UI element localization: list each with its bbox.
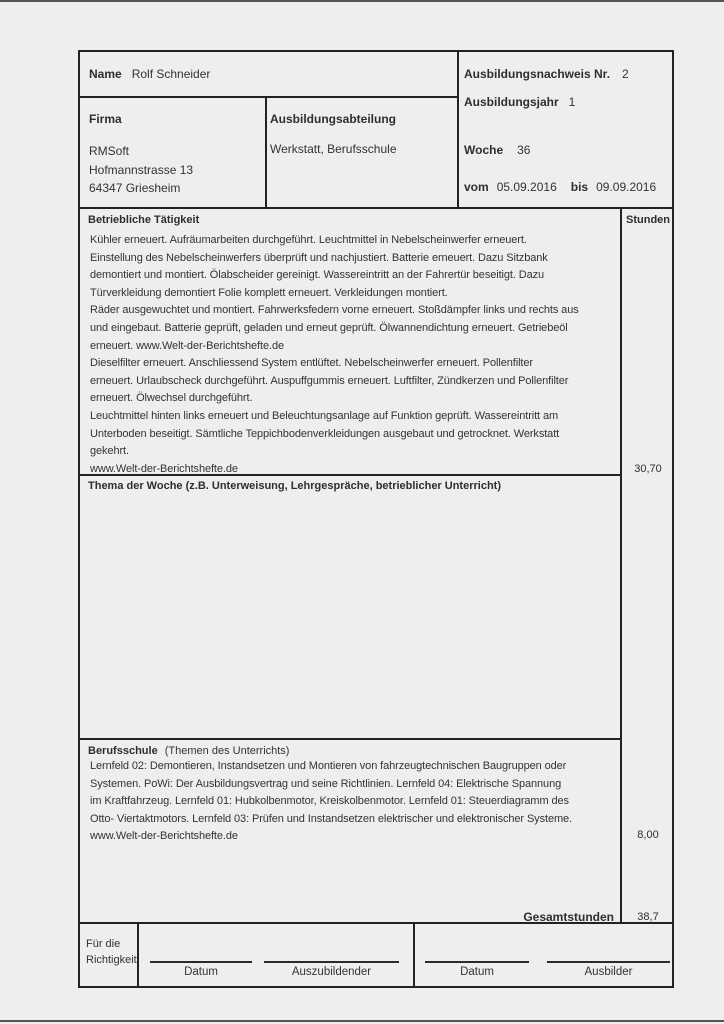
bis-value: 09.09.2016: [596, 180, 657, 194]
jahr-value: 1: [568, 95, 576, 109]
text-line: www.Welt-der-Berichtshefte.de: [90, 830, 238, 843]
grid-line: [265, 96, 267, 207]
text-line: Otto- Viertaktmotors. Lernfeld 03: Prüfen und Instandsetzen elektrischer und elektronischer Systeme.: [90, 812, 572, 825]
vom-value: 05.09.2016: [496, 180, 557, 194]
woche-value: 36: [517, 143, 531, 157]
abteilung-label: Ausbildungsabteilung: [270, 112, 396, 126]
gesamtstunden-value: 38,7: [637, 911, 659, 923]
firma-street: Hofmannstrasse 13: [89, 162, 194, 177]
signature-field-label: Datum: [460, 966, 494, 978]
firma-label: Firma: [89, 112, 122, 126]
nachweis-value: 2: [622, 67, 629, 81]
nachweis-label: Ausbildungsnachweis Nr.: [464, 67, 611, 81]
signature-field-datum-azubi: [150, 961, 252, 978]
signature-field-datum-ausbilder: [425, 961, 529, 978]
berufsschule-text: [90, 758, 572, 846]
signature-field-ausbilder: [547, 961, 670, 978]
betrieblich-text: [90, 232, 579, 478]
betrieblich-stunden-value: 30,70: [634, 463, 662, 475]
grid-line: [413, 922, 415, 986]
zeitraum-row: [464, 180, 656, 195]
berufsschule-stunden-value: 8,00: [637, 829, 659, 841]
name-value: Rolf Schneider: [131, 67, 211, 81]
ausbildungsnachweis-form: [78, 50, 674, 988]
text-line: erneuert. www.Welt-der-Berichtshefte.de: [90, 339, 284, 352]
text-line: demontiert und montiert. Ölabscheider gereinigt. Wassereintritt an der Fahrertür beseitigt. Dazu: [90, 269, 545, 282]
grid-line: [80, 96, 459, 98]
certify-label: [86, 936, 137, 968]
woche-row: [464, 143, 530, 158]
betrieblich-title: Betriebliche Tätigkeit: [88, 214, 200, 226]
firma-city: 64347 Griesheim: [89, 181, 181, 195]
page-bottom-rule: [0, 1020, 724, 1022]
grid-line: [457, 52, 459, 207]
grid-line: [620, 207, 622, 922]
text-line: erneuert. Urlaubscheck durchgeführt. Auspuffgummis erneuert. Luftfilter, Zündkerzen und Pollenfilter: [90, 374, 569, 387]
page-top-rule: [0, 0, 724, 2]
text-line: Lernfeld 02: Demontieren, Instandsetzen und Montieren von fahrzeugtechnischen Baugruppen oder: [90, 760, 567, 772]
text-line: Dieselfilter erneuert. Anschliessend System entlüftet. Nebelscheinwerfer erneuert. Pollenfilter: [90, 357, 533, 370]
signature-field-label: Ausbilder: [584, 966, 633, 978]
grid-line: [137, 922, 139, 986]
text-line: Unterboden beseitigt. Sämtliche Teppichbodenverkleidungen ausgebaut und getrocknet. Werkstatt: [90, 427, 560, 440]
woche-label: Woche: [464, 143, 504, 157]
text-line: Leuchtmittel hinten links erneuert und Beleuchtungsanlage auf Funktion geprüft. Wassereintritt am: [90, 409, 559, 422]
grid-line: [80, 207, 672, 209]
signature-field-label: Auszubildender: [291, 966, 372, 978]
grid-line: [80, 738, 620, 740]
signature-field-label: Datum: [184, 966, 218, 978]
name-row: [89, 67, 210, 82]
jahr-label: Ausbildungsjahr: [464, 95, 559, 109]
text-line: Einstellung des Nebelscheinwerfers überprüft und nachjustiert. Batterie erneuert. Dazu Sitzbank: [90, 251, 548, 264]
signature-field-auszubildender: [264, 961, 399, 978]
abteilung-value: Werkstatt, Berufsschule: [270, 142, 397, 156]
vom-label: vom: [464, 180, 489, 194]
text-line: Kühler erneuert. Aufräumarbeiten durchgeführt. Leuchtmittel in Nebelscheinwerfer erneuert.: [90, 234, 527, 246]
text-line: Türverkleidung demontiert Folie komplett erneuert. Verkleidungen montiert.: [90, 286, 448, 299]
certify-line: Für die: [86, 938, 121, 950]
nachweis-row: [464, 67, 629, 82]
jahr-row: [464, 95, 575, 110]
name-label: Name: [89, 67, 122, 81]
text-line: im Kraftfahrzeug. Lernfeld 01: Hubkolbenmotor, Kreiskolbenmotor. Lernfeld 01: Steuerdiagramm des: [90, 795, 569, 808]
gesamtstunden-label: Gesamtstunden: [523, 910, 614, 924]
berufsschule-title-suffix: (Themen des Unterrichts): [164, 745, 290, 757]
certify-line: Richtigkeit: [86, 954, 137, 966]
text-line: erneuert. Ölwechsel durchgeführt.: [90, 392, 253, 405]
bis-label: bis: [570, 180, 589, 194]
berufsschule-title-row: [88, 744, 289, 759]
stunden-column-header: Stunden: [626, 214, 670, 226]
text-line: gekehrt.: [90, 445, 129, 458]
text-line: Systemen. PoWi: Der Ausbildungsvertrag und seine Richtlinien. Lernfeld 04: Elektrische Spannung: [90, 777, 562, 790]
text-line: www.Welt-der-Berichtshefte.de: [90, 462, 238, 475]
thema-title: Thema der Woche (z.B. Unterweisung, Lehrgespräche, betrieblicher Unterricht): [88, 480, 501, 492]
berufsschule-title: Berufsschule: [88, 745, 158, 757]
text-line: Räder ausgewuchtet und montiert. Fahrwerksfedern vorne erneuert. Stoßdämpfer links und rechts aus: [90, 304, 579, 317]
text-line: und eingebaut. Batterie geprüft, geladen und erneut geprüft. Ölwannendichtung erneuert. Getriebeöl: [90, 321, 568, 334]
firma-address: [89, 142, 193, 198]
firma-name: RMSoft: [89, 144, 130, 158]
